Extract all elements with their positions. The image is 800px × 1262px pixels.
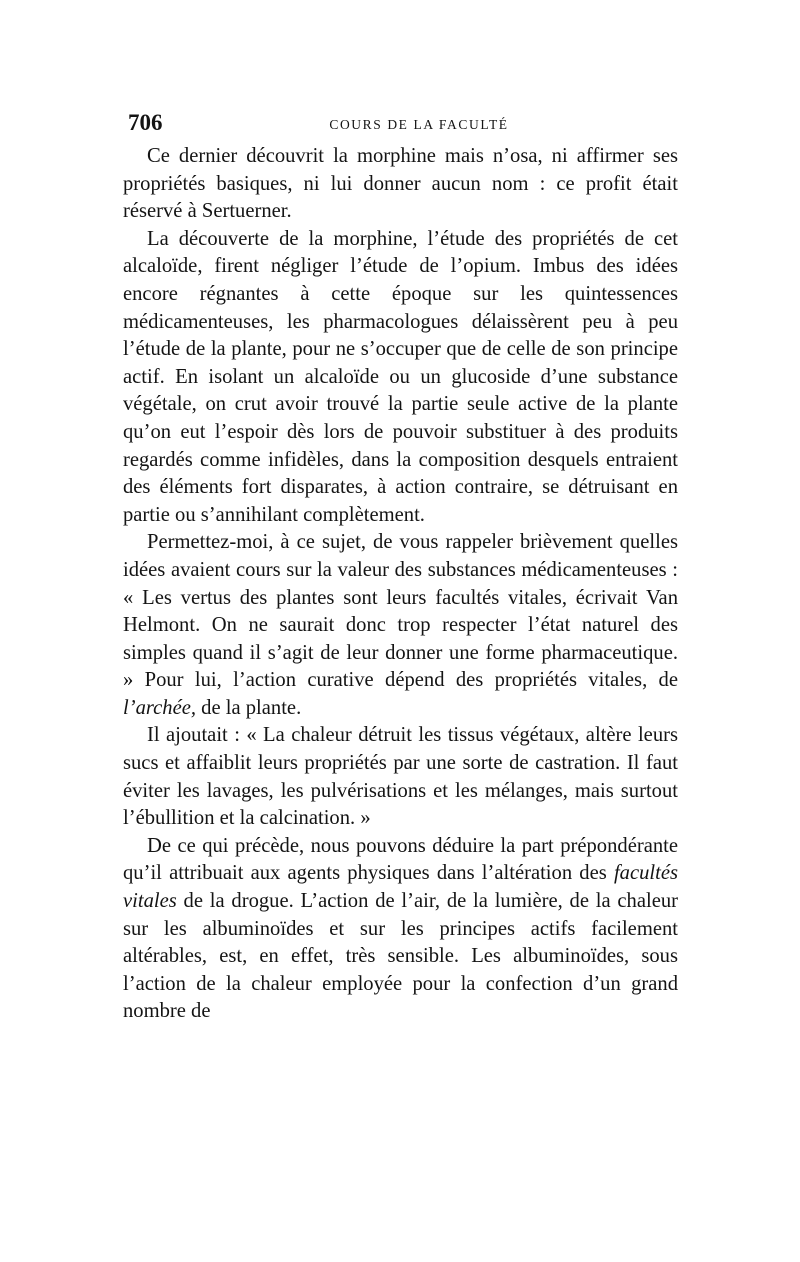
paragraph-morphine-discovery: La découverte de la morphine, l’étude des propriétés de cet alcaloïde, firent négliger l’étude de l’opium. Imbus des idées encore régnantes à cette époque sur les quintessences médicamenteuses, les pharmacologues délaissèrent peu à peu l’étude de la plante, pour ne s’occuper que de celle de son principe actif. En isolant un alcaloïde ou un glucoside d’une substance végétale, on crut avoir trouvé la partie seule active de la plante qu’on eut l’espoir dès lors de pouvoir substituer à des produits regardés comme infidèles, dans la composition desquels entraient des éléments fort disparates, à action contraire, se détruisant en partie ou s’annihilant complètement. bbox=[123, 227, 678, 526]
page-number: 706 bbox=[128, 110, 163, 135]
paragraph-text: De ce qui précède, nous pouvons déduire la part prépondérante qu’il attribuait aux agents physiques dans l’altération des bbox=[123, 834, 678, 885]
paragraph-sertuerner: Ce dernier découvrit la morphine mais n’osa, ni affirmer ses propriétés basiques, ni lui donner aucun nom : ce profit était réservé à Sertuerner. bbox=[123, 145, 678, 223]
paragraph-text: de la plante. bbox=[196, 696, 302, 719]
running-title: COURS DE LA FACULTÉ bbox=[329, 117, 509, 132]
body-text bbox=[123, 143, 678, 1026]
paragraph-van-helmont bbox=[123, 529, 678, 722]
page-header bbox=[124, 110, 684, 144]
italic-term: l’archée, bbox=[123, 696, 196, 719]
paragraph-text: de la drogue. L’action de l’air, de la lumière, de la chaleur sur les albuminoïdes et sur les principes actifs facilement altérables, est, en effet, très sensible. Les albuminoïdes, sous l’action de la chaleur employée pour la confection d’un grand nombre de bbox=[123, 890, 678, 1023]
paragraph-quotation: Il ajoutait : « La chaleur détruit les tissus végétaux, altère leurs sucs et affaiblit leurs propriétés par une sorte de castration. Il faut éviter les lavages, les pulvérisations et les mélanges, mais surtout l’ébullition et la calcination. » bbox=[123, 724, 678, 830]
italic-term: facultés vitales bbox=[123, 862, 678, 913]
paragraph-physical-agents bbox=[123, 833, 678, 1026]
paragraph-text: Permettez-moi, à ce sujet, de vous rappeler brièvement quelles idées avaient cours sur la valeur des substances médicamenteuses : « Les vertus des plantes sont leurs facultés vitales, écrivait Van Helmont. On ne saurait donc trop respecter l’état naturel des simples quand il s’agit de leur donner une forme pharmaceutique. » Pour lui, l’action curative dépend des propriétés vitales, de bbox=[123, 531, 678, 692]
